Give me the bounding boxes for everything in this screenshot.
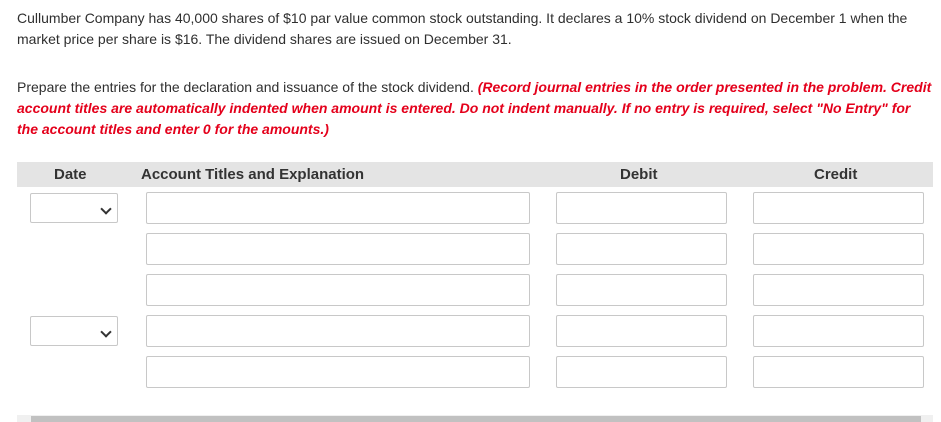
credit-input-4[interactable] — [753, 315, 924, 347]
credit-input-2[interactable] — [753, 233, 924, 265]
account-title-input-5[interactable] — [146, 356, 530, 388]
debit-input-4[interactable] — [556, 315, 727, 347]
credit-input-5[interactable] — [753, 356, 924, 388]
credit-input-3[interactable] — [753, 274, 924, 306]
debit-input-2[interactable] — [556, 233, 727, 265]
problem-statement: Cullumber Company has 40,000 shares of $10 par value common stock outstanding. It declares a 10% stock dividend on December 1 when the market price per share is $16. The dividend shares are issued on December 31. — [17, 10, 908, 47]
debit-input-3[interactable] — [556, 274, 727, 306]
credit-header: Credit — [814, 166, 858, 183]
debit-header: Debit — [620, 166, 658, 183]
instructions — [17, 77, 932, 140]
date-header: Date — [54, 166, 87, 183]
chevron-down-icon — [100, 326, 111, 337]
account-title-input-2[interactable] — [146, 233, 530, 265]
debit-input-5[interactable] — [556, 356, 727, 388]
credit-input-1[interactable] — [753, 192, 924, 224]
account-title-input-1[interactable] — [146, 192, 530, 224]
instructions-text: Prepare the entries for the declaration and issuance of the stock dividend. — [17, 79, 474, 95]
journal-header — [17, 162, 933, 187]
debit-input-1[interactable] — [556, 192, 727, 224]
date-select-1[interactable] — [30, 193, 118, 223]
account-titles-header: Account Titles and Explanation — [141, 166, 365, 183]
instructions-note: (Record journal entries in the order presented in the problem. Credit account titles are automatically indented when amount is entered. Do not indent manually. If no entry is required, select "No Entry" for the account titles and enter 0 for the amounts.) — [17, 79, 932, 137]
date-select-2[interactable] — [30, 316, 118, 346]
horizontal-scrollbar[interactable] — [17, 415, 933, 422]
chevron-down-icon — [100, 203, 111, 214]
account-title-input-3[interactable] — [146, 274, 530, 306]
account-title-input-4[interactable] — [146, 315, 530, 347]
scrollbar-thumb[interactable] — [31, 416, 921, 422]
